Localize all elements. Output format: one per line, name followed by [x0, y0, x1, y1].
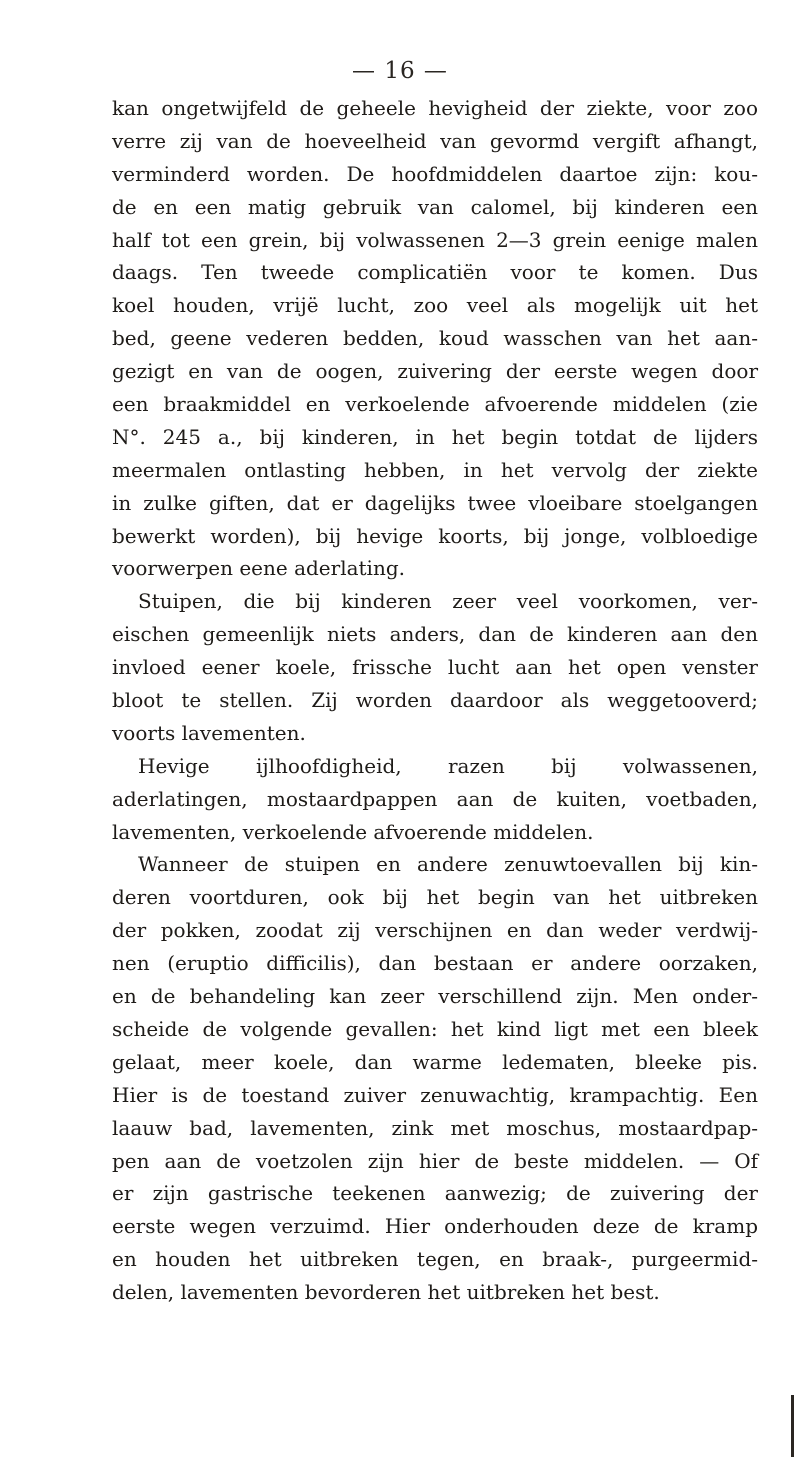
text-line: verre zij van de hoeveelheid van gevormd vergift afhangt, — [112, 128, 758, 153]
text-line: Hier is de toestand zuiver zenuwachtig, krampachtig. Een — [112, 1082, 758, 1107]
page-edge-mark — [791, 1395, 794, 1457]
page-number-header: — 16 — — [352, 58, 448, 84]
text-line: bloot te stellen. Zij worden daardoor als weggetooverd; — [112, 688, 758, 713]
text-line: voorwerpen eene aderlating. — [112, 556, 405, 581]
text-line: Hevige ijlhoofdigheid, razen bij volwassenen, — [138, 753, 758, 778]
text-line: nen (eruptio difficilis), dan bestaan er andere oorzaken, — [112, 951, 758, 976]
text-line: Stuipen, die bij kinderen zeer veel voorkomen, ver- — [138, 589, 758, 614]
text-line: der pokken, zoodat zij verschijnen en dan weder verdwij- — [112, 918, 758, 943]
text-line: half tot een grein, bij volwassenen 2—3 grein eenige malen — [112, 227, 758, 252]
text-line: delen, lavementen bevorderen het uitbreken het best. — [112, 1280, 660, 1305]
text-line: verminderd worden. De hoofdmiddelen daartoe zijn: kou- — [112, 161, 758, 186]
text-line: invloed eener koele, frissche lucht aan het open venster — [112, 655, 758, 680]
text-line: in zulke giften, dat er dagelijks twee vloeibare stoelgangen — [112, 490, 758, 515]
text-line: de en een matig gebruik van calomel, bij kinderen een — [112, 194, 758, 219]
text-line: kan ongetwijfeld de geheele hevigheid der ziekte, voor zoo — [112, 96, 758, 120]
text-line: meermalen ontlasting hebben, in het vervolg der ziekte — [112, 457, 758, 482]
text-line: gelaat, meer koele, dan warme ledematen, bleeke pis. — [112, 1049, 758, 1074]
text-line: pen aan de voetzolen zijn hier de beste middelen. — Of — [112, 1148, 758, 1173]
text-line: laauw bad, lavementen, zink met moschus, mostaardpap- — [112, 1115, 758, 1140]
text-line: bewerkt worden), bij hevige koorts, bij jonge, volbloedige — [112, 523, 758, 548]
text-line: eischen gemeenlijk niets anders, dan de kinderen aan den — [112, 622, 758, 647]
text-line: koel houden, vrijë lucht, zoo veel als mogelijk uit het — [112, 293, 758, 318]
text-line: bed, geene vederen bedden, koud wasschen van het aan- — [112, 326, 758, 351]
page-body-text — [112, 92, 758, 1309]
text-line: N°. 245 a., bij kinderen, in het begin totdat de lijders — [112, 424, 758, 449]
text-line: gezigt en van de oogen, zuivering der eerste wegen door — [112, 359, 758, 384]
text-line: Wanneer de stuipen en andere zenuwtoevallen bij kin- — [138, 852, 758, 877]
text-line: deren voortduren, ook bij het begin van het uitbreken — [112, 885, 758, 910]
text-line: lavementen, verkoelende afvoerende middelen. — [112, 819, 594, 844]
text-line: een braakmiddel en verkoelende afvoerende middelen (zie — [112, 392, 758, 417]
text-line: en houden het uitbreken tegen, en braak-, purgeermid- — [112, 1247, 758, 1272]
text-line: daags. Ten tweede complicatiën voor te komen. Dus — [112, 260, 758, 285]
text-line: en de behandeling kan zeer verschillend zijn. Men onder- — [112, 984, 758, 1009]
text-line: voorts lavementen. — [112, 720, 306, 745]
text-line: eerste wegen verzuimd. Hier onderhouden deze de kramp — [112, 1214, 758, 1239]
text-line: aderlatingen, mostaardpappen aan de kuiten, voetbaden, — [112, 786, 758, 811]
text-line: er zijn gastrische teekenen aanwezig; de zuivering der — [112, 1181, 758, 1206]
text-line: scheide de volgende gevallen: het kind ligt met een bleek — [112, 1016, 758, 1041]
